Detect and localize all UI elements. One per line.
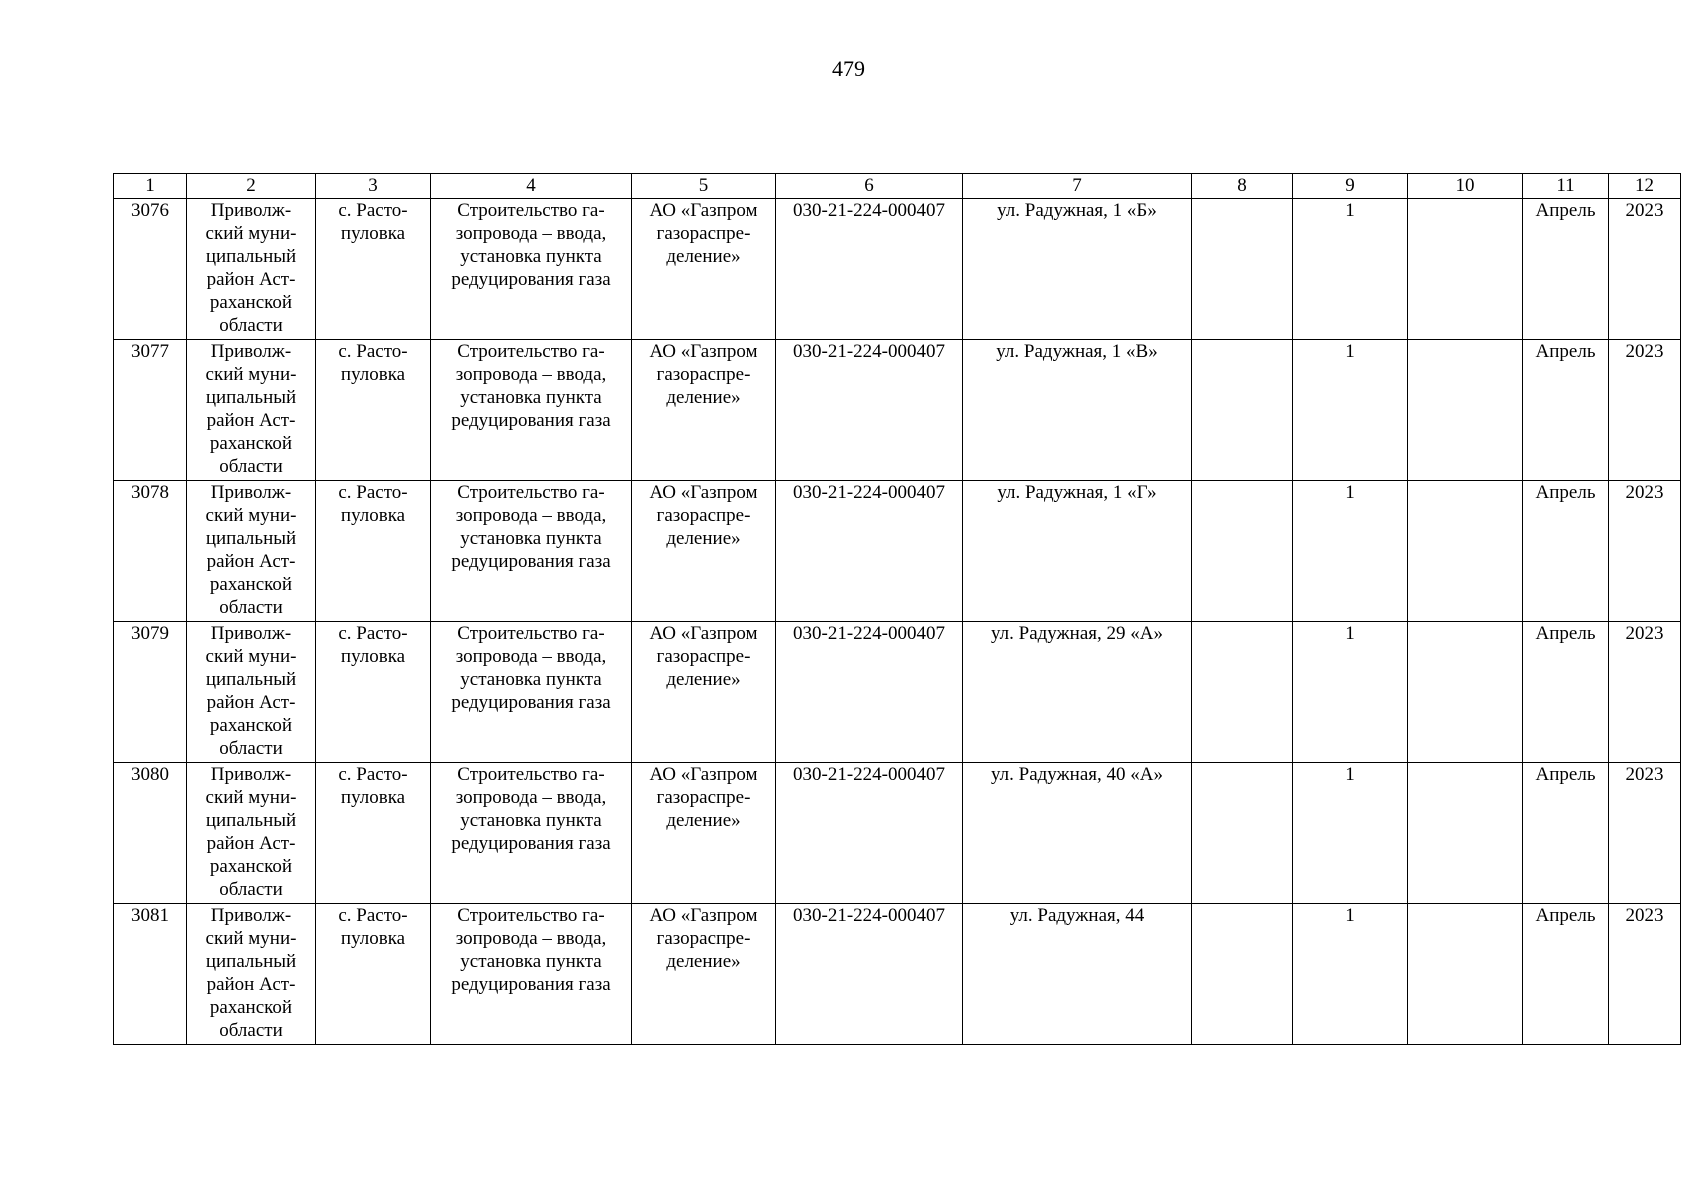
column-10-cell <box>1408 481 1523 622</box>
column-9-cell: 1 <box>1293 622 1408 763</box>
year-cell: 2023 <box>1609 340 1681 481</box>
column-header: 8 <box>1192 174 1293 199</box>
row-number-cell: 3077 <box>114 340 187 481</box>
year-cell: 2023 <box>1609 904 1681 1045</box>
row-number-cell: 3076 <box>114 199 187 340</box>
locality-cell: с. Расто- пуловка <box>316 904 431 1045</box>
code-cell: 030-21-224-000407 <box>776 199 963 340</box>
column-header: 9 <box>1293 174 1408 199</box>
column-header: 4 <box>431 174 632 199</box>
address-cell: ул. Радужная, 1 «Г» <box>963 481 1192 622</box>
column-10-cell <box>1408 199 1523 340</box>
column-8-cell <box>1192 763 1293 904</box>
code-cell: 030-21-224-000407 <box>776 622 963 763</box>
registry-table <box>113 173 1681 1045</box>
column-header: 6 <box>776 174 963 199</box>
month-cell: Апрель <box>1523 481 1609 622</box>
district-cell: Приволж- ский муни- ципальный район Аст- раханской области <box>187 481 316 622</box>
column-9-cell: 1 <box>1293 340 1408 481</box>
year-cell: 2023 <box>1609 763 1681 904</box>
address-cell: ул. Радужная, 40 «А» <box>963 763 1192 904</box>
column-header: 1 <box>114 174 187 199</box>
column-9-cell: 1 <box>1293 481 1408 622</box>
work-cell: Строительство га- зопровода – ввода, установка пункта редуцирования газа <box>431 904 632 1045</box>
district-cell: Приволж- ский муни- ципальный район Аст- раханской области <box>187 904 316 1045</box>
address-cell: ул. Радужная, 1 «В» <box>963 340 1192 481</box>
locality-cell: с. Расто- пуловка <box>316 481 431 622</box>
organization-cell: АО «Газпром газораспре- деление» <box>632 904 776 1045</box>
month-cell: Апрель <box>1523 622 1609 763</box>
column-10-cell <box>1408 622 1523 763</box>
district-cell: Приволж- ский муни- ципальный район Аст- раханской области <box>187 763 316 904</box>
row-number-cell: 3078 <box>114 481 187 622</box>
table-row <box>114 199 1681 340</box>
header-row <box>114 174 1681 199</box>
work-cell: Строительство га- зопровода – ввода, установка пункта редуцирования газа <box>431 622 632 763</box>
column-8-cell <box>1192 622 1293 763</box>
column-header: 7 <box>963 174 1192 199</box>
code-cell: 030-21-224-000407 <box>776 763 963 904</box>
work-cell: Строительство га- зопровода – ввода, установка пункта редуцирования газа <box>431 340 632 481</box>
month-cell: Апрель <box>1523 763 1609 904</box>
row-number-cell: 3080 <box>114 763 187 904</box>
work-cell: Строительство га- зопровода – ввода, установка пункта редуцирования газа <box>431 481 632 622</box>
locality-cell: с. Расто- пуловка <box>316 340 431 481</box>
district-cell: Приволж- ский муни- ципальный район Аст- раханской области <box>187 340 316 481</box>
column-header: 3 <box>316 174 431 199</box>
table-row <box>114 763 1681 904</box>
page-number: 479 <box>832 56 865 81</box>
work-cell: Строительство га- зопровода – ввода, установка пункта редуцирования газа <box>431 763 632 904</box>
column-header: 10 <box>1408 174 1523 199</box>
organization-cell: АО «Газпром газораспре- деление» <box>632 199 776 340</box>
column-8-cell <box>1192 904 1293 1045</box>
address-cell: ул. Радужная, 44 <box>963 904 1192 1045</box>
code-cell: 030-21-224-000407 <box>776 481 963 622</box>
row-number-cell: 3079 <box>114 622 187 763</box>
column-header: 12 <box>1609 174 1681 199</box>
column-header: 2 <box>187 174 316 199</box>
year-cell: 2023 <box>1609 199 1681 340</box>
locality-cell: с. Расто- пуловка <box>316 199 431 340</box>
month-cell: Апрель <box>1523 340 1609 481</box>
column-8-cell <box>1192 199 1293 340</box>
work-cell: Строительство га- зопровода – ввода, установка пункта редуцирования газа <box>431 199 632 340</box>
column-10-cell <box>1408 904 1523 1045</box>
district-cell: Приволж- ский муни- ципальный район Аст- раханской области <box>187 199 316 340</box>
organization-cell: АО «Газпром газораспре- деление» <box>632 622 776 763</box>
address-cell: ул. Радужная, 29 «А» <box>963 622 1192 763</box>
column-9-cell: 1 <box>1293 199 1408 340</box>
table-row <box>114 622 1681 763</box>
column-header: 11 <box>1523 174 1609 199</box>
column-8-cell <box>1192 481 1293 622</box>
row-number-cell: 3081 <box>114 904 187 1045</box>
organization-cell: АО «Газпром газораспре- деление» <box>632 340 776 481</box>
organization-cell: АО «Газпром газораспре- деление» <box>632 481 776 622</box>
year-cell: 2023 <box>1609 481 1681 622</box>
column-9-cell: 1 <box>1293 763 1408 904</box>
code-cell: 030-21-224-000407 <box>776 904 963 1045</box>
district-cell: Приволж- ский муни- ципальный район Аст- раханской области <box>187 622 316 763</box>
year-cell: 2023 <box>1609 622 1681 763</box>
table-row <box>114 904 1681 1045</box>
address-cell: ул. Радужная, 1 «Б» <box>963 199 1192 340</box>
month-cell: Апрель <box>1523 199 1609 340</box>
column-10-cell <box>1408 340 1523 481</box>
locality-cell: с. Расто- пуловка <box>316 763 431 904</box>
locality-cell: с. Расто- пуловка <box>316 622 431 763</box>
column-9-cell: 1 <box>1293 904 1408 1045</box>
month-cell: Апрель <box>1523 904 1609 1045</box>
code-cell: 030-21-224-000407 <box>776 340 963 481</box>
table-row <box>114 340 1681 481</box>
table-row <box>114 481 1681 622</box>
column-10-cell <box>1408 763 1523 904</box>
column-header: 5 <box>632 174 776 199</box>
organization-cell: АО «Газпром газораспре- деление» <box>632 763 776 904</box>
column-8-cell <box>1192 340 1293 481</box>
